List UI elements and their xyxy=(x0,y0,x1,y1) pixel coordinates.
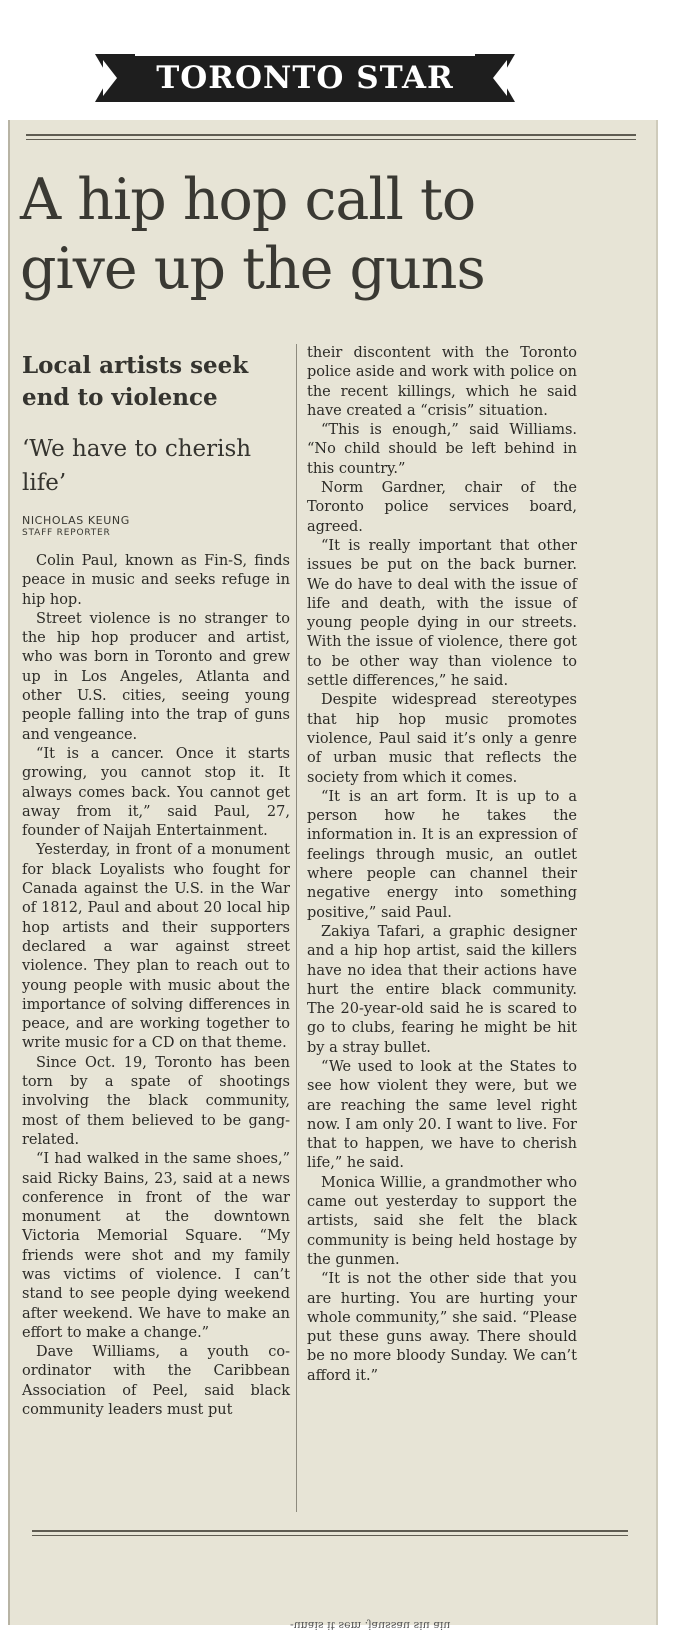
article-column-2 xyxy=(307,344,577,1386)
paragraph: Despite widespread stereotypes that hip hop music promotes violence, Paul said it’s only a genre of urban music that reflects the society from which it comes. xyxy=(307,692,577,786)
paragraph: “It is an art form. It is up to a person how he takes the information in. It is an expression of feelings through music, an outlet where people can channel their negative energy into something positive,” said Paul. xyxy=(307,788,577,921)
paragraph: Dave Williams, a youth co-ordinator with the Caribbean Association of Peel, said black community leaders must put xyxy=(22,1344,290,1419)
paragraph: “I had walked in the same shoes,” said Ricky Bains, 23, said at a news conference in front of the war monument at the downtown Victoria Memorial Square. “My friends were shot and my family was victims of violence. I can’t stand to see people dying weekend after weekend. We have to make an effort to make a change.” xyxy=(22,1151,290,1341)
paragraph: their discontent with the Toronto police aside and work with police on the recent killings, which he said have created a “crisis” situation. xyxy=(307,345,577,419)
paragraph: “This is enough,” said Williams. “No child should be left behind in this country.” xyxy=(307,422,577,477)
paragraph: “It is a cancer. Once it starts growing, you cannot stop it. It always comes back. You cannot get away from it,” said Paul, 27, founder of Naijah Entertainment. xyxy=(22,745,290,840)
paragraph: Yesterday, in front of a monument for black Loyalists who fought for Canada against the U.S. in the War of 1812, Paul and about 20 local hip hop artists and their supporters declared a war against street violence. They plan to reach out to young people with music about the importance of solving differences in peace, and are working together to write music for a CD on that theme. xyxy=(22,842,290,1052)
paragraph: Colin Paul, known as Fin-S, finds peace in music and seeks refuge in hip hop. xyxy=(22,553,290,608)
headline-line-1: A hip hop call to xyxy=(20,167,476,233)
byline xyxy=(22,514,292,540)
masthead xyxy=(95,52,515,106)
bleed-through-text: -unais it sem .jaussau siu aiu xyxy=(290,1619,451,1632)
headline xyxy=(20,166,630,304)
paragraph: “We used to look at the States to see how violent they were, but we are reaching the same level right now. I am only 20. I want to live. For that to happen, we have to cherish life,” he said. xyxy=(307,1058,577,1172)
paragraph: “It is not the other side that you are hurting. You are hurting your whole community,” she said. “Please put these guns away. There should be no more bloody Sunday. We can’t afford it.” xyxy=(307,1271,577,1384)
paragraph: “It is really important that other issues be put on the back burner. We do have to deal with the issue of life and death, with the issue of young people dying in our streets. With the issue of violence, there got to be other way than violence to settle differences,” he said. xyxy=(307,537,577,690)
pullquote: ‘We have to cherish life’ xyxy=(22,436,252,496)
bottom-rule-thin xyxy=(32,1535,628,1536)
column-divider xyxy=(296,344,297,1512)
paragraph: Street violence is no stranger to the hip hop producer and artist, who was born in Toronto and grew up in Los Angeles, Atlanta and other U.S. cities, seeing young people falling into the trap of guns and vengeance. xyxy=(22,610,290,743)
top-rule-thin xyxy=(26,139,636,140)
paragraph: Norm Gardner, chair of the Toronto police services board, agreed. xyxy=(307,480,577,535)
subhead: Local artists seek end to violence xyxy=(22,352,249,411)
byline-role: STAFF REPORTER xyxy=(22,528,111,538)
bottom-rule xyxy=(32,1530,628,1532)
article-column-1 xyxy=(22,552,290,1420)
top-rule xyxy=(26,134,636,136)
masthead-title: TORONTO STAR xyxy=(156,60,454,96)
paragraph: Zakiya Tafari, a graphic designer and a hip hop artist, said the killers have no idea that their actions have hurt the entire black community. The 20-year-old said he is scared to go to clubs, fearing he might be hit by a stray bullet. xyxy=(307,923,577,1056)
paragraph: Monica Willie, a grandmother who came out yesterday to support the artists, said she felt the black community is being held hostage by the gunmen. xyxy=(307,1174,577,1268)
byline-name: NICHOLAS KEUNG xyxy=(22,514,130,527)
paragraph: Since Oct. 19, Toronto has been torn by a spate of shootings involving the black community, most of them believed to be gang-related. xyxy=(22,1054,290,1148)
headline-line-2: give up the guns xyxy=(20,236,485,302)
